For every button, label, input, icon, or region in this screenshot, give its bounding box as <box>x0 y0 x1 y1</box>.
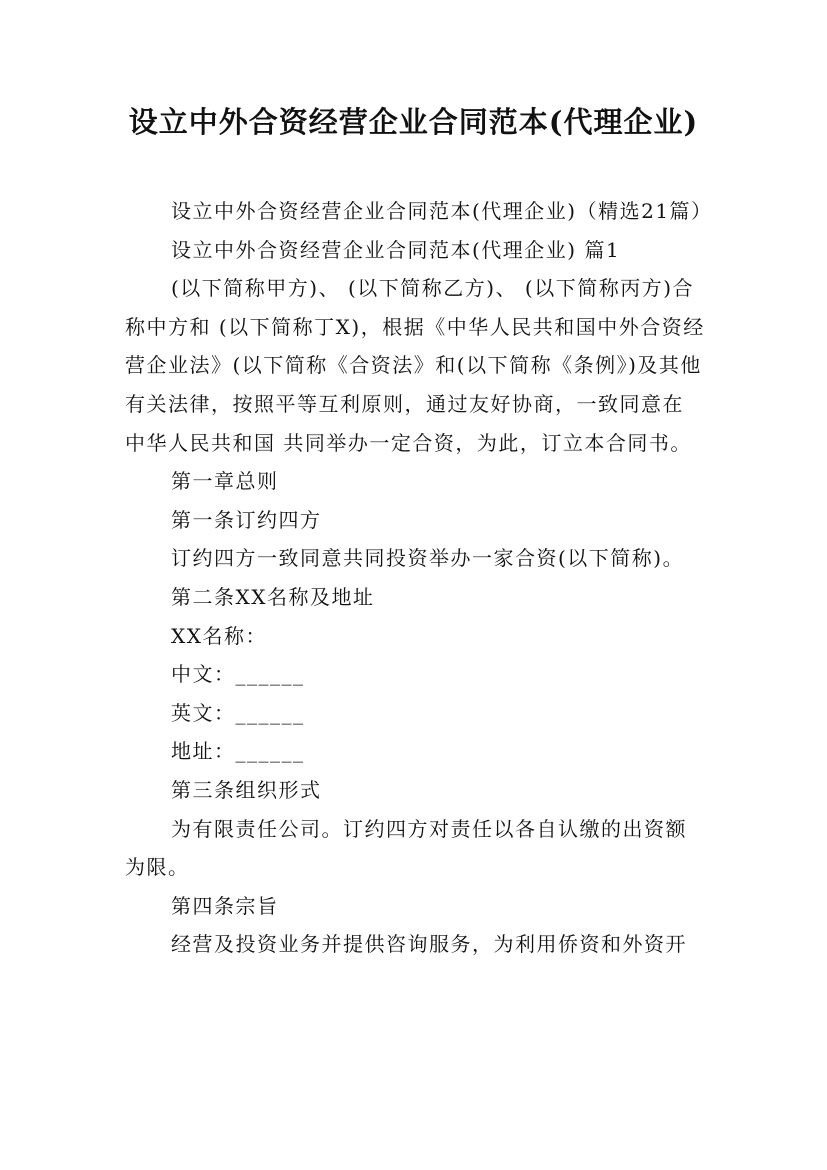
article-heading: 第一条订约四方 <box>171 507 322 532</box>
paragraph-section-heading: 设立中外合资经营企业合同范本(代理企业) 篇1 <box>171 237 621 262</box>
article-heading: 第三条组织形式 <box>171 777 322 802</box>
paragraph-preamble: (以下简称甲方)、 (以下简称乙方)、 (以下简称丙方)合称中方和 (以下简称丁X)，根据《中华人民共和国中外合资经营企业法》(以下简称《合资法》和(以下简称《条例》)及其他有关法律，按照平等互利原则，通过友好协商，一致同意在中华人民共和国 共同举办一定合资，为此，订立本合同书。 <box>125 276 705 455</box>
field-name-label: XX名称： <box>171 623 267 648</box>
article-heading: 第四条宗旨 <box>171 893 279 918</box>
field-address: 地址：______ <box>171 739 305 764</box>
paragraph-article-4: 经营及投资业务并提供咨询服务，为利用侨资和外资开 <box>171 932 687 957</box>
paragraph-subtitle: 设立中外合资经营企业合同范本(代理企业)（精选21篇） <box>171 199 713 223</box>
field-chinese-name: 中文：______ <box>171 662 305 687</box>
paragraph-article-3: 为有限责任公司。订约四方对责任以各自认缴的出资额为限。 <box>125 816 687 880</box>
document-body <box>125 192 713 964</box>
document-title: 设立中外合资经营企业合同范本(代理企业) <box>128 105 699 139</box>
field-english-name: 英文：______ <box>171 700 305 725</box>
article-heading: 第二条XX名称及地址 <box>171 584 375 609</box>
chapter-heading: 第一章总则 <box>171 469 279 494</box>
paragraph-article-1: 订约四方一致同意共同投资举办一家合资(以下简称)。 <box>171 546 685 571</box>
